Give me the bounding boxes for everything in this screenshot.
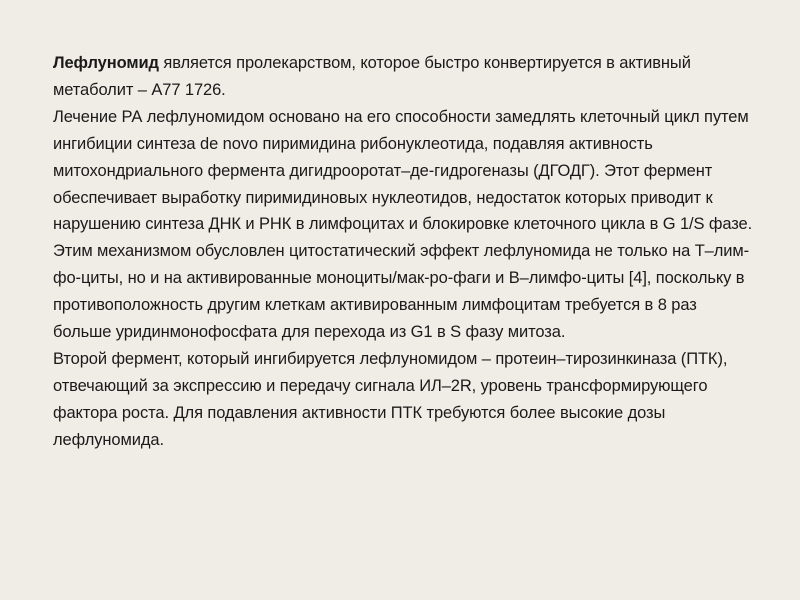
intro-paragraph: [53, 50, 753, 104]
intro-rest: является пролекарством, которое быстро конвертируется в активный метаболит – А77 1726.: [53, 54, 691, 99]
slide-text-block: [53, 50, 753, 454]
second-enzyme-paragraph: Второй фермент, который ингибируется лефлуномидом – протеин–тирозинкиназа (ПТК), отвечающий за экспрессию и передачу сигнала ИЛ–2R, уровень трансформирующего фактора роста. Для подавления активности ПТК требуются более высокие дозы лефлуномида.: [53, 349, 728, 449]
mechanism-paragraph: Лечение РА лефлуномидом основано на его способности замедлять клеточный цикл путем ингибиции синтеза de novo пиримидина рибонуклеотида, подавляя активность митохондриального фермента дигидрооротат–де-гидрогеназы (ДГОДГ). Этот фермент обеспечивает выработку пиримидиновых нуклеотидов, недостаток которых приводит к нарушению синтеза ДНК и РНК в лимфоцитах и блокировке клеточного цикла в G 1/S фазе. Этим механизмом обусловлен цитостатический эффект лефлуномида не только на Т–лим-фо-циты, но и на активированные моноциты/мак-ро-фаги и В–лимфо-циты [4], поскольку в противоположность другим клеткам активированным лимфоцитам требуется в 8 раз больше уридинмонофосфата для перехода из G1 в S фазу митоза.: [53, 107, 753, 342]
drug-name-bold: Лефлуномид: [53, 54, 159, 72]
